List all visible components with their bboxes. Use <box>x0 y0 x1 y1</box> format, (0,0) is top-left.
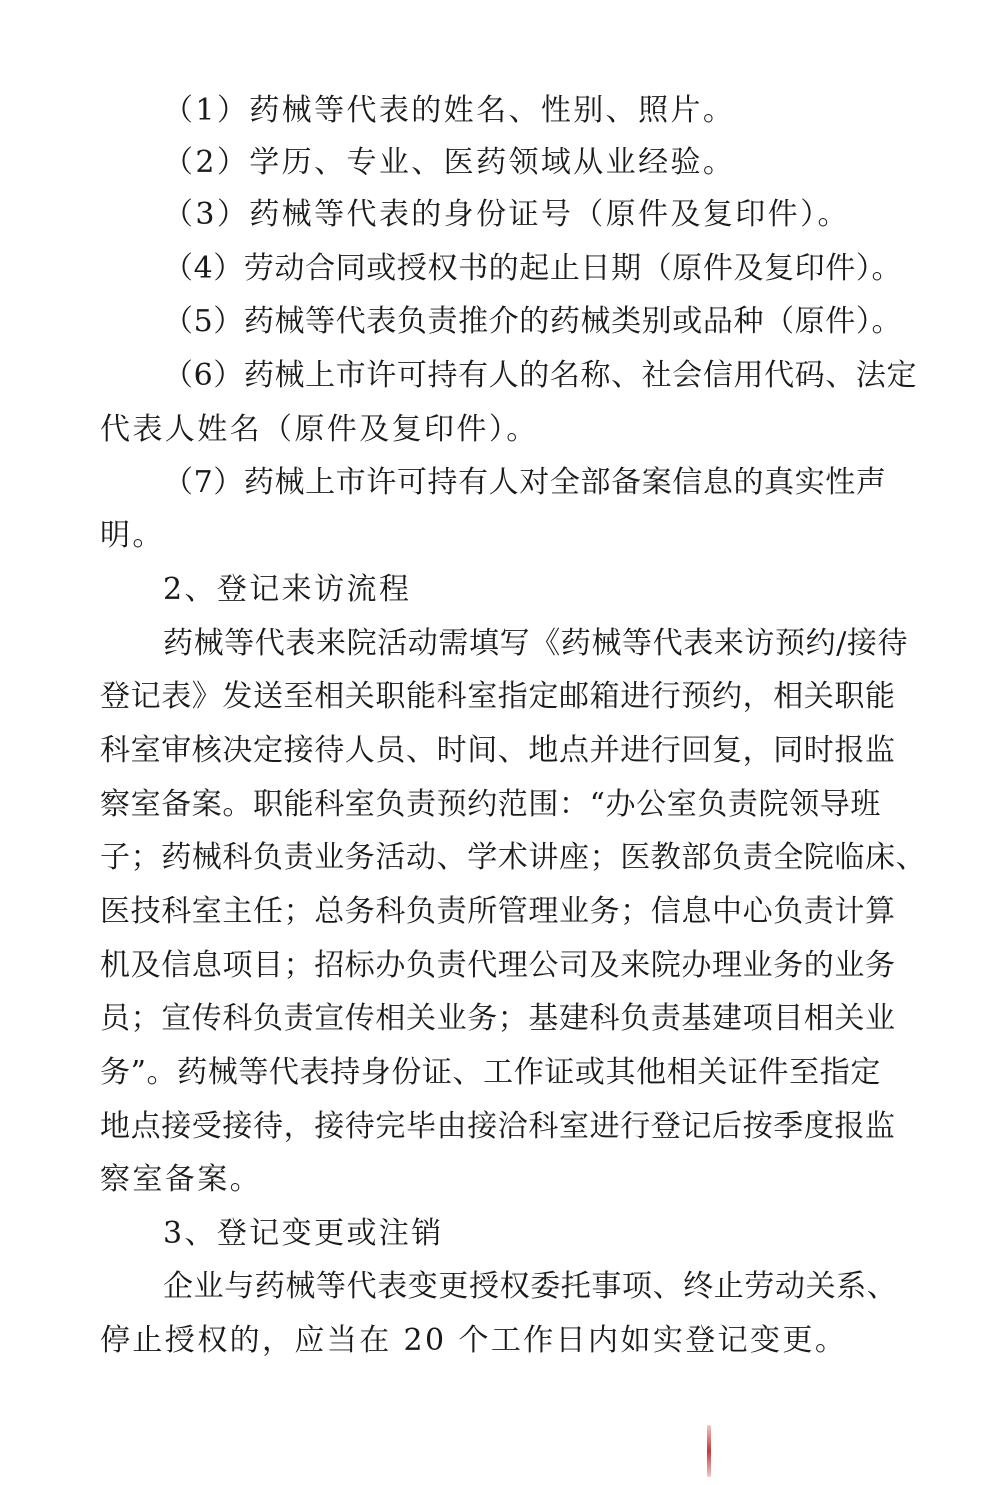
list-item-3: （3）药械等代表的身份证号（原件及复印件）。 <box>163 197 850 232</box>
list-item-7-continued: 明。 <box>100 518 165 553</box>
paragraph-line: 地点接受接待，接待完毕由接洽科室进行登记后按季度报监 <box>100 1109 896 1144</box>
list-item-5: （5）药械等代表负责推介的药械类别或品种（原件）。 <box>163 304 903 339</box>
section-heading-2: 2、登记来访流程 <box>163 572 412 607</box>
paragraph-line: 停止授权的，应当在 20 个工作日内如实登记变更。 <box>100 1323 848 1358</box>
list-item-7: （7）药械上市许可持有人对全部备案信息的真实性声 <box>163 465 887 500</box>
paragraph-line: 子；药械科负责业务活动、学术讲座；医教部负责全院临床、 <box>100 840 927 875</box>
paragraph-line: 机及信息项目；招标办负责代理公司及来院办理业务的业务 <box>100 948 896 983</box>
list-item-2: （2）学历、专业、医药领域从业经验。 <box>163 145 736 180</box>
list-item-1: （1）药械等代表的姓名、性别、照片。 <box>163 93 736 128</box>
paragraph-line: 务”。药械等代表持身份证、工作证或其他相关证件至指定 <box>100 1055 881 1090</box>
paragraph-line: 药械等代表来院活动需填写《药械等代表来访预约/接待 <box>163 626 909 661</box>
list-item-6: （6）药械上市许可持有人的名称、社会信用代码、法定 <box>163 358 918 393</box>
section-heading-3: 3、登记变更或注销 <box>163 1216 444 1251</box>
paragraph-line: 登记表》发送至相关职能科室指定邮箱进行预约，相关职能 <box>100 679 896 714</box>
red-seal-edge-mark <box>707 1425 711 1477</box>
paragraph-line: 企业与药械等代表变更授权委托事项、终止劳动关系、 <box>163 1269 898 1304</box>
paragraph-line: 科室审核决定接待人员、时间、地点并进行回复，同时报监 <box>100 733 896 768</box>
list-item-4: （4）劳动合同或授权书的起止日期（原件及复印件）。 <box>163 251 903 286</box>
paragraph-line: 察室备案。 <box>100 1162 262 1197</box>
paragraph-line: 医技科室主任；总务科负责所管理业务；信息中心负责计算 <box>100 894 896 929</box>
paragraph-line: 察室备案。职能科室负责预约范围：“办公室负责院领导班 <box>100 787 881 822</box>
list-item-6-continued: 代表人姓名（原件及复印件）。 <box>100 412 539 447</box>
paragraph-line: 员；宣传科负责宣传相关业务；基建科负责基建项目相关业 <box>100 1001 896 1036</box>
